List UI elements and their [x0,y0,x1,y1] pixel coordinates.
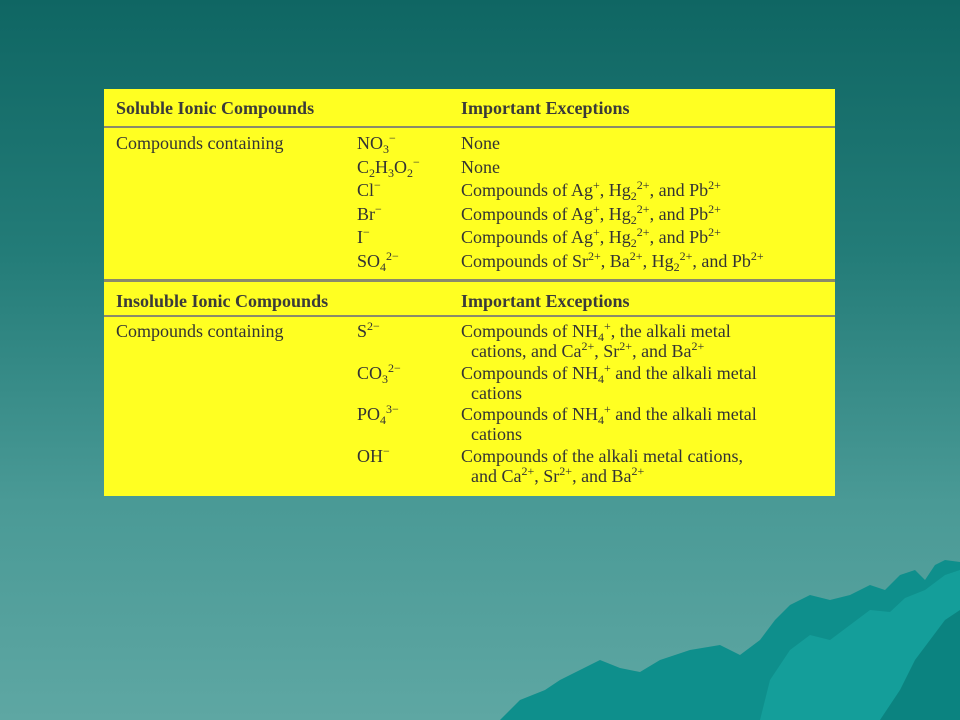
soluble-exception: Compounds of Ag+, $Hg_2^{2+}$, and $Pb^{2+}$ [461,225,721,250]
insoluble-exception-line: Compounds of $NH_4^+$ and the alkali metal [461,402,757,427]
insoluble-exception-line: Compounds of $NH_4^+$ and the alkali metal [461,361,757,386]
soluble-ion: I− [357,225,370,247]
soluble-compounds-label: Compounds containing [116,133,284,153]
insoluble-exception-line: and $Ca^{2+}$, $Sr^{2+}$, and $Ba^{2+}$ [471,464,645,486]
insoluble-exception-line: cations [471,424,522,444]
soluble-ion: $SO_4^{2-}$ [357,248,399,274]
insoluble-ion: $CO_3^{2-}$ [357,361,401,386]
header-divider [104,315,835,317]
soluble-exception: Compounds of Ag+, $Hg_2^{2+}$, and $Pb^{2+}$ [461,178,721,203]
insoluble-compounds-label: Compounds containing [116,321,284,341]
insoluble-ion: $S^{2-}$ [357,319,380,341]
insoluble-exception-line: Compounds of the alkali metal cations, [461,446,743,466]
insoluble-exception-line: cations, and $Ca^{2+}$, $Sr^{2+}$, and $Ba^{2+}$ [471,339,705,361]
soluble-ion: Br− [357,201,382,224]
soluble-ion: Cl− [357,178,381,200]
soluble-exception: None [461,133,500,153]
insoluble-ion: $PO_4^{3-}$ [357,402,399,427]
soluble-exception: Compounds of $Sr^{2+}$, $Ba^{2+}$, $Hg_2^{2+}$, and $Pb^{2+}$ [461,248,764,274]
insoluble-header-row [104,282,835,318]
header-divider [104,126,835,128]
insoluble-header-left: Insoluble Ionic Compounds [116,291,329,311]
soluble-ion: $NO_3^-$ [357,131,396,156]
insoluble-exception-line: cations [471,383,522,403]
solubility-table [104,89,835,496]
insoluble-ion: OH− [357,444,390,466]
insoluble-header-right: Important Exceptions [461,291,630,311]
soluble-ion: $C_2H_3O_2^-$ [357,154,420,180]
soluble-header-right: Important Exceptions [461,98,630,118]
soluble-exception: None [461,156,500,177]
soluble-header-row [104,89,835,125]
soluble-header-left: Soluble Ionic Compounds [116,98,315,118]
soluble-exception: Compounds of Ag+, $Hg_2^{2+}$, and $Pb^{2+}$ [461,201,721,227]
insoluble-exception-line: Compounds of $NH_4^+$, the alkali metal [461,319,731,344]
